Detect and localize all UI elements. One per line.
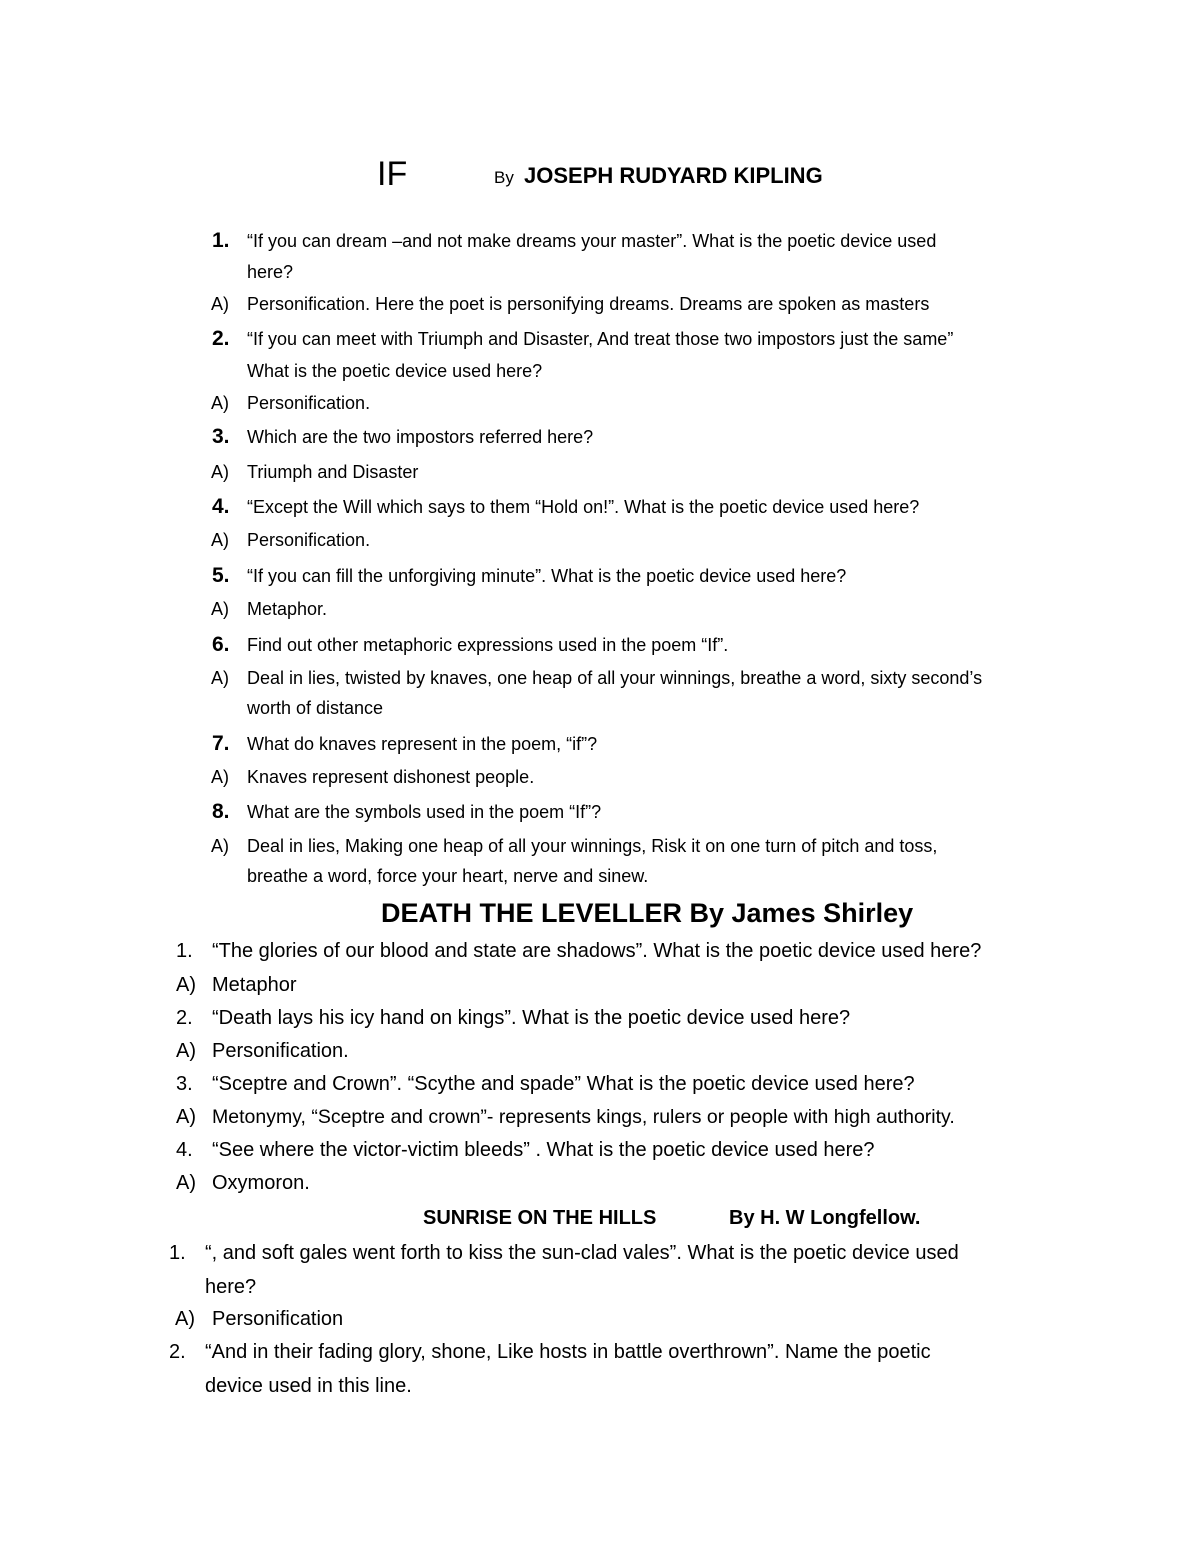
- question-text: “The glories of our blood and state are shadows”. What is the poetic device used here?: [212, 940, 982, 962]
- question-number: 1.: [176, 940, 193, 962]
- question-number: 8.: [212, 800, 230, 823]
- question-number: 1.: [169, 1242, 186, 1264]
- answer-text: breathe a word, force your heart, nerve and sinew.: [247, 866, 649, 886]
- question-text: What are the symbols used in the poem “If”?: [247, 802, 602, 822]
- question-number: 2.: [169, 1341, 186, 1363]
- question-text: “Except the Will which says to them “Hold on!”. What is the poetic device used here?: [247, 497, 920, 517]
- question-number: 1.: [212, 229, 230, 252]
- answer-label: A): [211, 836, 229, 856]
- answer-label: A): [211, 668, 229, 688]
- answer-label: A): [176, 974, 196, 996]
- question-text: “If you can meet with Triumph and Disaster, And treat those two impostors just the same”: [247, 329, 954, 349]
- answer-label: A): [211, 462, 229, 482]
- answer-text: Personification.: [247, 530, 371, 550]
- answer-label: A): [211, 530, 229, 550]
- answer-label: A): [211, 294, 229, 314]
- question-text: “, and soft gales went forth to kiss the sun-clad vales”. What is the poetic device used: [205, 1242, 959, 1264]
- answer-label: A): [175, 1308, 195, 1330]
- question-text: here?: [205, 1276, 257, 1298]
- answer-label: A): [211, 599, 229, 619]
- sunrise-heading-author: By H. W Longfellow.: [729, 1207, 921, 1229]
- question-number: 2.: [176, 1007, 193, 1029]
- question-number: 4.: [176, 1139, 193, 1161]
- sunrise-heading-title: SUNRISE ON THE HILLS: [423, 1207, 657, 1229]
- question-text: “Sceptre and Crown”. “Scythe and spade” What is the poetic device used here?: [212, 1073, 915, 1095]
- answer-text: Deal in lies, Making one heap of all your winnings, Risk it on one turn of pitch and toss,: [247, 836, 938, 856]
- answer-label: A): [211, 393, 229, 413]
- answer-text: Metaphor.: [247, 599, 328, 619]
- question-number: 6.: [212, 633, 230, 656]
- poem-author: JOSEPH RUDYARD KIPLING: [524, 163, 823, 188]
- answer-label: A): [176, 1040, 196, 1062]
- death-the-leveller-heading: DEATH THE LEVELLER By James Shirley: [381, 898, 914, 928]
- question-text: What do knaves represent in the poem, “if”?: [247, 734, 598, 754]
- question-number: 4.: [212, 495, 230, 518]
- question-number: 3.: [176, 1073, 193, 1095]
- answer-label: A): [176, 1106, 196, 1128]
- answer-text: Triumph and Disaster: [247, 462, 419, 482]
- question-text: “And in their fading glory, shone, Like hosts in battle overthrown”. Name the poetic: [205, 1341, 931, 1363]
- answer-text: Knaves represent dishonest people.: [247, 767, 535, 787]
- question-text: “See where the victor-victim bleeds” . What is the poetic device used here?: [212, 1139, 875, 1161]
- question-text: “If you can fill the unforgiving minute”. What is the poetic device used here?: [247, 566, 847, 586]
- title-by: By: [494, 168, 514, 187]
- answer-text: Personification.: [212, 1040, 349, 1062]
- question-number: 2.: [212, 327, 230, 350]
- answer-text: Metonymy, “Sceptre and crown”- represents kings, rulers or people with high authority.: [212, 1106, 955, 1128]
- answer-text: Metaphor: [212, 974, 297, 996]
- question-number: 5.: [212, 564, 230, 587]
- question-number: 3.: [212, 425, 230, 448]
- answer-text: Personification.: [247, 393, 371, 413]
- question-text: What is the poetic device used here?: [247, 361, 543, 381]
- question-text: device used in this line.: [205, 1375, 412, 1397]
- answer-text: worth of distance: [247, 698, 384, 718]
- answer-label: A): [176, 1172, 196, 1194]
- answer-text: Personification: [212, 1308, 344, 1330]
- question-text: Find out other metaphoric expressions used in the poem “If”.: [247, 635, 729, 655]
- question-text: here?: [247, 262, 294, 282]
- question-text: Which are the two impostors referred here?: [247, 427, 594, 447]
- question-number: 7.: [212, 732, 230, 755]
- poem-title-row: [0, 150, 1200, 200]
- question-text: “Death lays his icy hand on kings”. What is the poetic device used here?: [212, 1007, 851, 1029]
- question-text: “If you can dream –and not make dreams your master”. What is the poetic device used: [247, 231, 937, 251]
- poem-title: IF: [377, 155, 408, 193]
- answer-text: Personification. Here the poet is personifying dreams. Dreams are spoken as masters: [247, 294, 930, 314]
- answer-text: Deal in lies, twisted by knaves, one heap of all your winnings, breathe a word, sixty second’s: [247, 668, 983, 688]
- answer-text: Oxymoron.: [212, 1172, 310, 1194]
- answer-label: A): [211, 767, 229, 787]
